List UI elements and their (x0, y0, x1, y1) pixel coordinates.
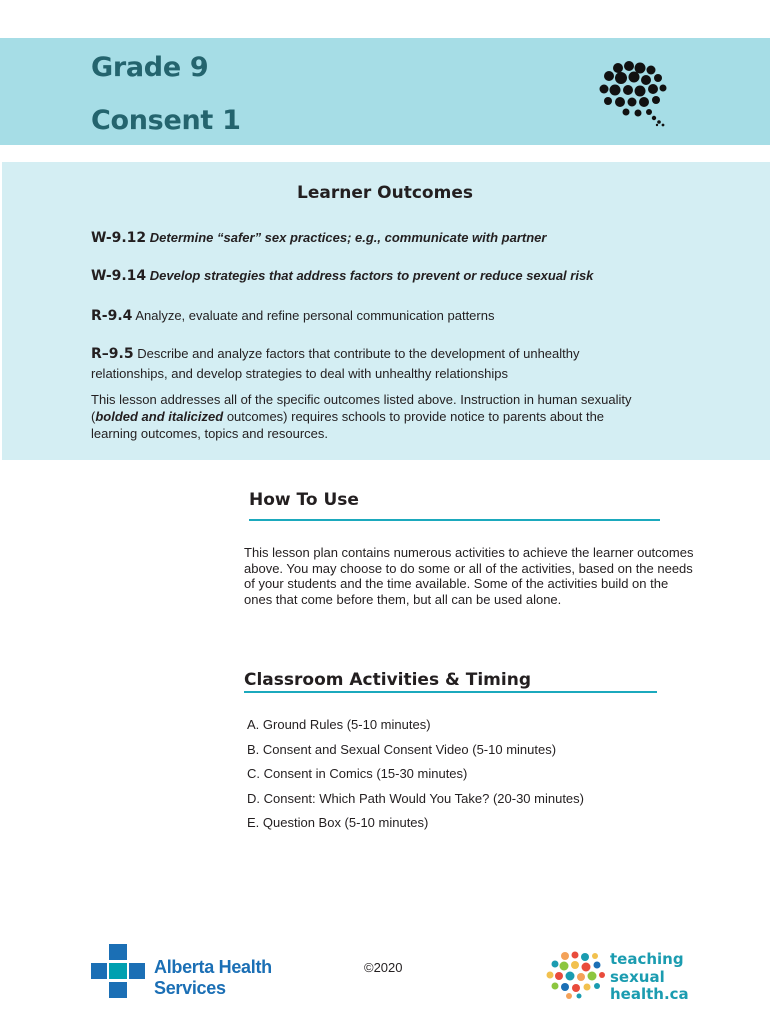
notice-text-start: This lesson addresses all of the specific outcomes listed above. Instruction in human sexuality ( (91, 392, 632, 424)
outcome-code: W-9.14 (91, 268, 147, 284)
speech-bubble-dots-icon (596, 60, 676, 128)
outcome-text: Describe and analyze factors that contribute to the development of unhealthy relationships, and develop strategies to deal with unhealthy relationships (91, 346, 580, 381)
list-item: C. Consent in Comics (15-30 minutes) (247, 766, 468, 781)
outcome-code: W-9.12 (91, 230, 147, 246)
teaching-sexual-health-wordmark (610, 951, 689, 1004)
tsh-line-2: sexual (610, 967, 665, 986)
outcome-w-9-14 (91, 266, 691, 286)
list-item: E. Question Box (5-10 minutes) (247, 815, 429, 830)
ahs-line-2: Services (154, 978, 226, 998)
how-to-use-heading: How To Use (249, 490, 359, 510)
tsh-line-3: health.ca (610, 985, 689, 1003)
activities-list (247, 716, 584, 839)
alberta-health-services-logo-icon (91, 944, 151, 1000)
list-item: B. Consent and Sexual Consent Video (5-10 minutes) (247, 741, 557, 757)
copyright-notice: ©2020 (364, 960, 403, 975)
notice-text-end: outcomes) requires schools to provide notice to parents about the learning outcomes, topics and resources. (91, 409, 605, 441)
activities-divider (244, 691, 657, 693)
list-item: D. Consent: Which Path Would You Take? (20-30 minutes) (247, 790, 584, 806)
list-item: A. Ground Rules (5-10 minutes) (247, 717, 431, 732)
teaching-sexual-health-dots-icon (545, 950, 607, 1000)
outcome-r-9-5 (91, 344, 651, 384)
ahs-line-1: Alberta Health (154, 957, 272, 977)
page-title-lesson: Consent 1 (91, 105, 241, 136)
tsh-line-1: teaching (610, 950, 684, 968)
page-title-grade: Grade 9 (91, 52, 209, 83)
outcome-text: Determine “safer” sex practices; e.g., communicate with partner (149, 230, 547, 245)
outcome-code: R–9.5 (91, 346, 134, 362)
how-to-use-body: This lesson plan contains numerous activities to achieve the learner outcomes above. You may choose to do some or all of the activities, based on the needs of your students and the time available. Some of the activities build on the ones that come before them, but all can be used alone. (244, 545, 694, 607)
parent-notice-text (91, 391, 651, 442)
outcome-code: R-9.4 (91, 308, 133, 324)
outcome-w-9-12 (91, 228, 691, 248)
outcome-r-9-4 (91, 306, 691, 326)
outcome-text: Develop strategies that address factors to prevent or reduce sexual risk (149, 268, 594, 283)
how-to-use-divider (249, 519, 660, 521)
notice-emphasis: bolded and italicized (95, 409, 224, 424)
activities-heading: Classroom Activities & Timing (244, 670, 531, 690)
learner-outcomes-heading: Learner Outcomes (297, 183, 473, 203)
alberta-health-services-wordmark (154, 957, 272, 999)
outcome-text: Analyze, evaluate and refine personal communication patterns (135, 308, 495, 323)
